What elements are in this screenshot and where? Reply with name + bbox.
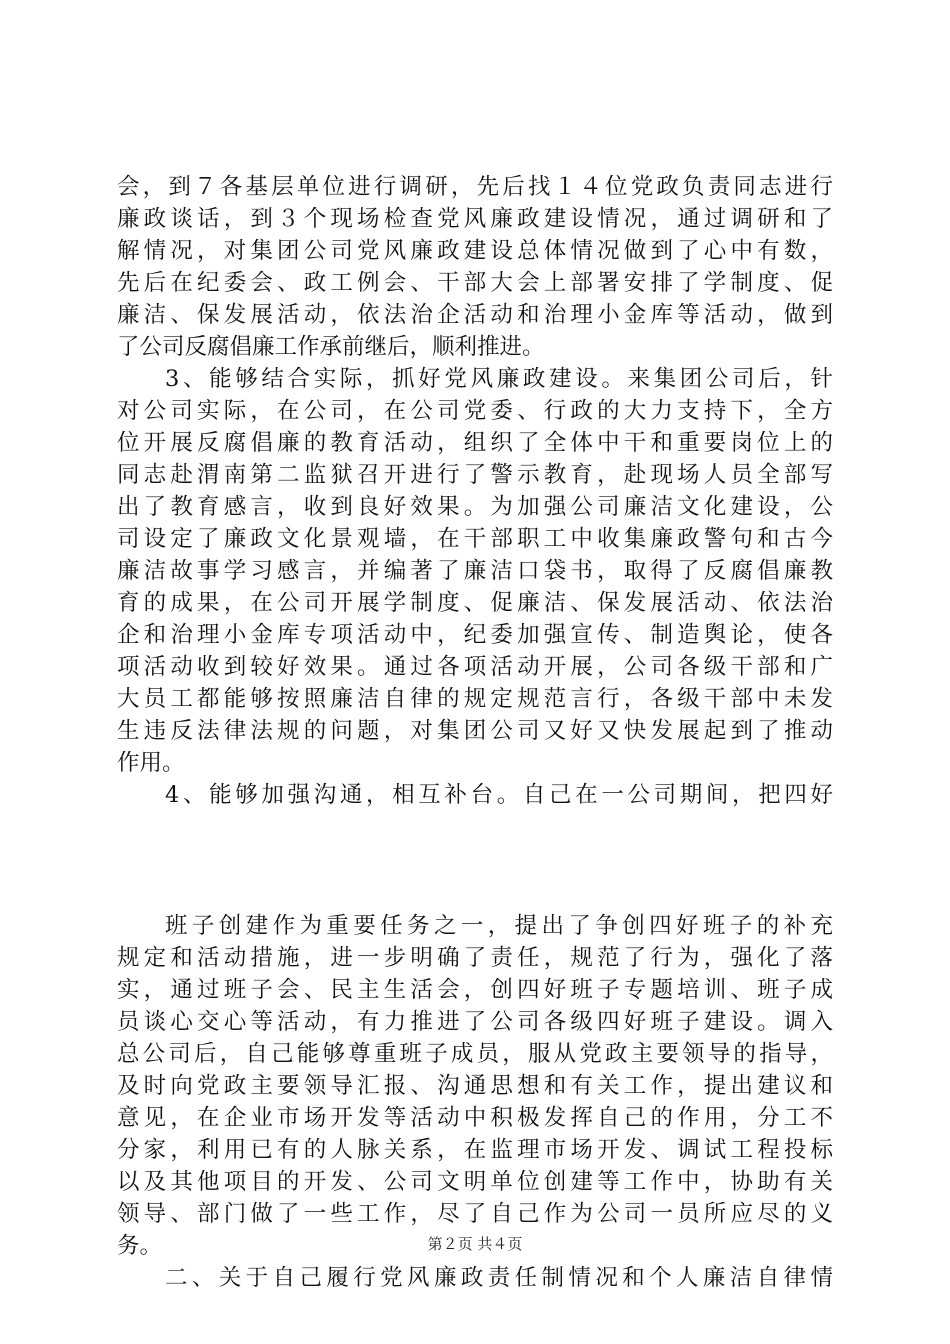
text-line: 大员工都能够按照廉洁自律的规定规范言行，各级干部中未发 <box>117 686 833 712</box>
text-line: 解情况，对集团公司党风廉政建设总体情况做到了心中有数， <box>117 238 833 264</box>
body-section-a <box>117 171 833 811</box>
text-line: 实，通过班子会、民主生活会，创四好班子专题培训、班子成 <box>117 977 833 1003</box>
text-line: 规定和活动措施，进一步明确了责任，规范了行为，强化了落 <box>117 945 833 971</box>
text-line: 出了教育感言，收到良好效果。为加强公司廉洁文化建设，公 <box>117 494 833 520</box>
section-heading-line: 二、关于自己履行党风廉政责任制情况和个人廉洁自律情 <box>165 1265 833 1291</box>
text-line: 廉洁、保发展活动，依法治企活动和治理小金库等活动，做到 <box>117 302 833 328</box>
text-line: 育的成果，在公司开展学制度、促廉洁、保发展活动、依法治 <box>117 590 833 616</box>
text-line: 生违反法律法规的问题，对集团公司又好又快发展起到了推动 <box>117 718 833 744</box>
paragraph-start-line: 3、能够结合实际，抓好党风廉政建设。来集团公司后，针 <box>165 366 833 392</box>
text-line: 廉政谈话，到３个现场检查党风廉政建设情况，通过调研和了 <box>117 206 833 232</box>
text-line: 员谈心交心等活动，有力推进了公司各级四好班子建设。调入 <box>117 1009 833 1035</box>
text-line: 以及其他项目的开发、公司文明单位创建等工作中，协助有关 <box>117 1169 833 1195</box>
text-line: 总公司后，自己能够尊重班子成员，服从党政主要领导的指导， <box>117 1041 833 1067</box>
text-line: 司设定了廉政文化景观墙，在干部职工中收集廉政警句和古今 <box>117 526 833 552</box>
text-line: 及时向党政主要领导汇报、沟通思想和有关工作，提出建议和 <box>117 1073 833 1099</box>
text-line: 项活动收到较好效果。通过各项活动开展，公司各级干部和广 <box>117 654 833 680</box>
text-line: 分家，利用已有的人脉关系，在监理市场开发、调试工程投标 <box>117 1137 833 1163</box>
text-line: 对公司实际，在公司，在公司党委、行政的大力支持下，全方 <box>117 398 833 424</box>
text-line: 领导、部门做了一些工作，尽了自己作为公司一员所应尽的义 <box>117 1201 833 1227</box>
text-line: 先后在纪委会、政工例会、干部大会上部署安排了学制度、促 <box>117 270 833 296</box>
text-line: 了公司反腐倡廉工作承前继后，顺利推进。 <box>117 334 545 360</box>
text-line: 意见，在企业市场开发等活动中积极发挥自己的作用，分工不 <box>117 1105 833 1131</box>
text-line: 廉洁故事学习感言，并编著了廉洁口袋书，取得了反腐倡廉教 <box>117 558 833 584</box>
text-line: 务。 <box>117 1233 163 1259</box>
paragraph-start-line: 班子创建作为重要任务之一，提出了争创四好班子的补充 <box>165 913 833 939</box>
page-number-footer: 第２页 共４页 <box>427 1235 523 1253</box>
text-line: 同志赴渭南第二监狱召开进行了警示教育，赴现场人员全部写 <box>117 462 833 488</box>
text-line: 企和治理小金库专项活动中，纪委加强宣传、制造舆论，使各 <box>117 622 833 648</box>
text-line: 会，到７各基层单位进行调研，先后找１４位党政负责同志进行 <box>117 174 833 200</box>
text-line: 作用。 <box>117 750 185 776</box>
paragraph-start-line: 4、能够加强沟通，相互补台。自己在一公司期间，把四好 <box>165 782 833 808</box>
text-line: 位开展反腐倡廉的教育活动，组织了全体中干和重要岗位上的 <box>117 430 833 456</box>
